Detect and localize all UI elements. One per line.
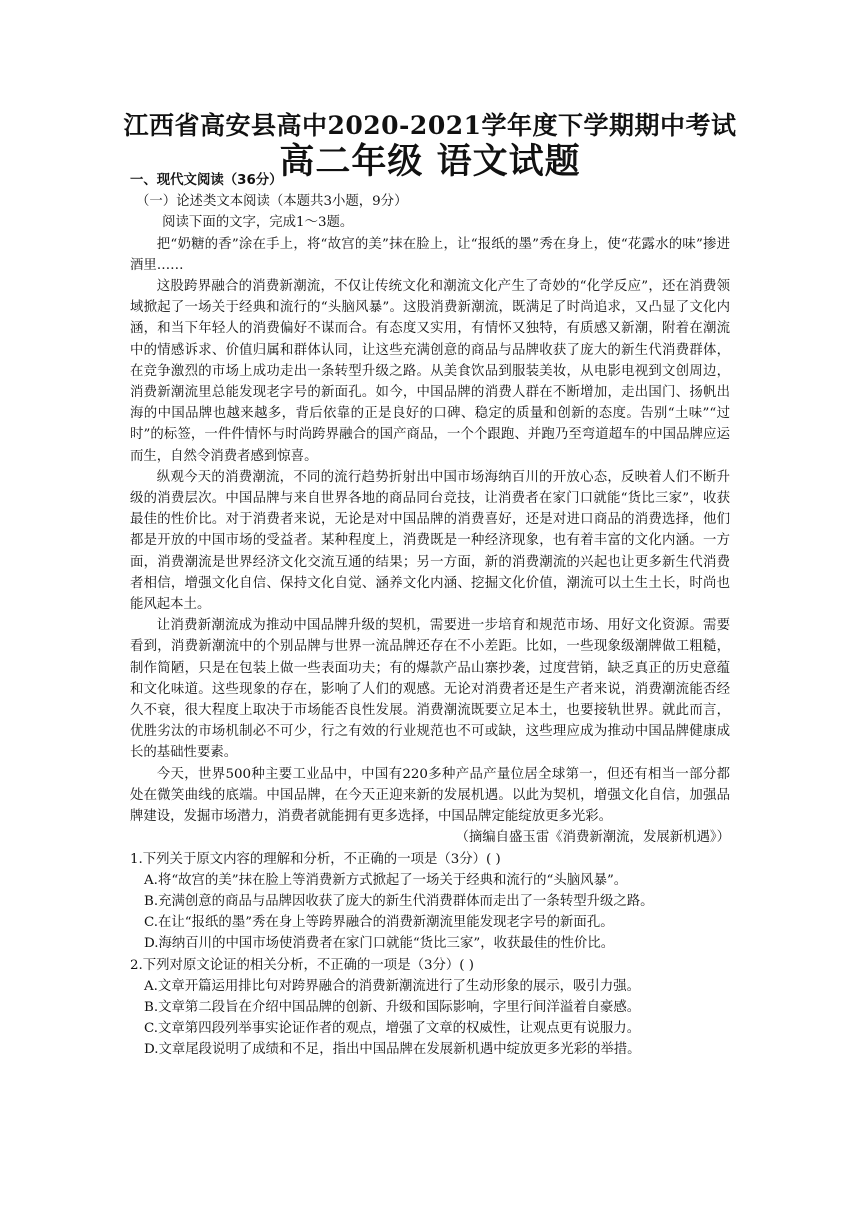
question-2-option-b: B.文章第二段旨在介绍中国品牌的创新、升级和国际影响，字里行间洋溢着自豪感。 [144,999,641,1015]
question-2-option-c: C.文章第四段列举事实论证作者的观点，增强了文章的权威性，让观点更有说服力。 [144,1021,641,1037]
question-1-option-d: D.海纳百川的中国市场使消费者在家门口就能“货比三家”，收获最佳的性价比。 [144,936,615,952]
question-2-stem: 2.下列对原文论证的相关分析，不正确的一项是（3分）( ) [130,957,474,973]
article-paragraph-5: 今天，世界500种主要工业品中，中国有220多种产品产量位居全球第一，但还有相当一部分都处在微笑曲线的底端。中国品牌，在今天正迎来新的发展机遇。以此为契机，增强文化自信，加强品牌建设，发掘市场潜力，消费者就能拥有更多选择，中国品牌定能绽放更多光彩。 [130,766,730,825]
question-1-option-a: A.将“故宫的美”抹在脸上等消费新方式掀起了一场关于经典和流行的“头脑风暴”。 [144,872,628,888]
question-1-option-c: C.在让“报纸的墨”秀在身上等跨界融合的消费新潮流里能发现老字号的新面孔。 [144,915,614,931]
question-1-option-b: B.充满创意的商品与品牌因收获了庞大的新生代消费群体而走出了一条转型升级之路。 [144,893,654,909]
article-paragraph-4: 让消费新潮流成为推动中国品牌升级的契机，需要进一步培育和规范市场、用好文化资源。需要看到，消费新潮流中的个别品牌与世界一流品牌还存在不小差距。比如，一些现象级潮牌做工粗糙，制作简陋，只是在包装上做一些表面功夫；有的爆款产品山寨抄袭，过度营销，缺乏真正的历史意蕴和文化味道。这些现象的存在，影响了人们的观感。无论对消费者还是生产者来说，消费潮流能否经久不衰，很大程度上取决于市场能否良性发展。消费潮流既要立足本土，也要接轨世界。就此而言，优胜劣汰的市场机制必不可少，行之有效的行业规范也不可或缺，这些理应成为推动中国品牌健康成长的基础性要素。 [130,618,730,761]
question-1-stem: 1.下列关于原文内容的理解和分析，不正确的一项是（3分）( ) [130,851,501,867]
question-1 [130,849,730,955]
article-paragraph-2: 这股跨界融合的消费新潮流，不仅让传统文化和潮流文化产生了奇妙的“化学反应”，还在消费领域掀起了一场关于经典和流行的“头脑风暴”。这股消费新潮流，既满足了时尚追求，又凸显了文化内涵，和当下年轻人的消费偏好不谋而合。有态度又实用，有情怀又独特，有质感又新潮，附着在潮流中的情感诉求、价值归属和群体认同，让这些充满创意的商品与品牌收获了庞大的新生代消费群体，在竞争激烈的市场上成功走出一条转型升级之路。从美食饮品到服装美妆，从电影电视到文创周边，消费新潮流里总能发现老字号的新面孔。如今，中国品牌的消费人群在不断增加，走出国门、扬帆出海的中国品牌也越来越多，背后依靠的正是良好的口碑、稳定的质量和创新的态度。告别“土味”“过时”的标签，一件件情怀与时尚跨界融合的国产商品，一个个跟跑、并跑乃至弯道超车的中国品牌应运而生，自然令消费者感到惊喜。 [130,279,730,464]
article-paragraph-3: 纵观今天的消费潮流，不同的流行趋势折射出中国市场海纳百川的开放心态，反映着人们不断升级的消费层次。中国品牌与来自世界各地的商品同台竞技，让消费者在家门口就能“货比三家”，收获最佳的性价比。对于消费者来说，无论是对中国品牌的消费喜好，还是对进口商品的消费选择，他们都是开放的中国市场的受益者。某种程度上，消费既是一种经济现象，也有着丰富的文化内涵。一方面，消费潮流是世界经济文化交流互通的结果；另一方面，新的消费潮流的兴起也让更多新生代消费者相信，增强文化自信、保持文化自觉、涵养文化内涵、挖掘文化价值，潮流可以土生土长，时尚也能风起本土。 [130,469,730,613]
question-2-option-a: A.文章开篇运用排比句对跨界融合的消费新潮流进行了生动形象的展示，吸引力强。 [144,978,640,994]
question-2 [130,955,730,1061]
subsection-heading: （一）论述类文本阅读（本题共3小题，9分） [136,194,408,210]
reading-instruction: 阅读下面的文字，完成1～3题。 [162,215,354,231]
section-heading: 一、现代文阅读（36分） [130,173,283,188]
question-2-option-d: D.文章尾段说明了成绩和不足，指出中国品牌在发展新机遇中绽放更多光彩的举措。 [144,1042,641,1058]
exam-body [130,170,730,1061]
exam-title: 江西省高安县高中2020-2021学年度下学期期中考试 [123,111,737,140]
exam-subtitle: 高二年级 语文试题 [279,142,581,182]
article-source: （摘编自盛玉雷《消费新潮流，发展新机遇》） [455,830,730,846]
article-paragraph-1: 把“奶糖的香”涂在手上，将“故宫的美”抹在脸上，让“报纸的墨”秀在身上，使“花露水的味”掺进酒里…… [130,236,730,273]
